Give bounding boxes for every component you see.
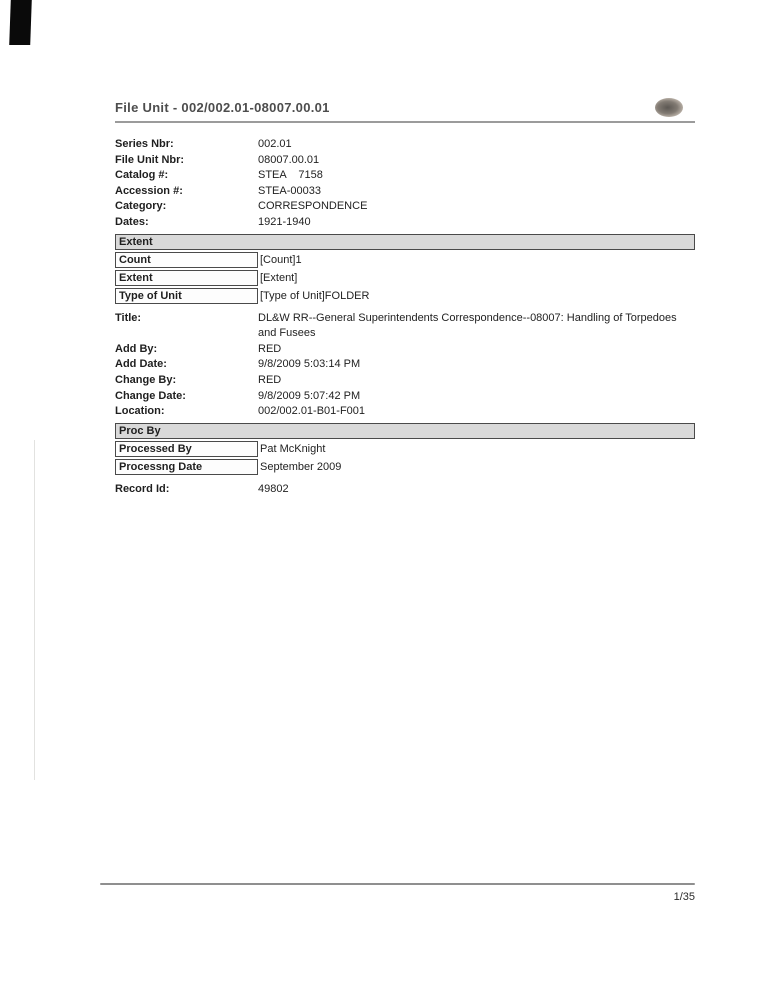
field-row	[115, 389, 695, 405]
field-value: 08007.00.01	[258, 153, 320, 166]
field-value: 002/002.01-B01-F001	[258, 405, 366, 418]
field-value: 1921-1940	[258, 215, 311, 228]
field-row	[115, 137, 695, 153]
field-label: File Unit Nbr:	[115, 153, 185, 166]
table-row-label: Type of Unit	[115, 288, 258, 304]
field-value: DL&W RR--General Superintendents Correspondence--08007: Handling of Torpedoes and Fusees	[258, 311, 680, 340]
field-value: 9/8/2009 5:03:14 PM	[258, 358, 361, 371]
field-value: RED	[258, 373, 282, 386]
field-row	[115, 482, 695, 498]
field-label: Location:	[115, 405, 165, 418]
field-value: STEA 7158	[258, 169, 323, 182]
table-row	[115, 252, 695, 268]
field-label: Catalog #:	[115, 169, 169, 182]
table-row-label: Processed By	[115, 441, 258, 457]
field-row	[115, 153, 695, 169]
field-label: Accession #:	[115, 184, 183, 197]
page-title: File Unit - 002/002.01-08007.00.01	[115, 100, 330, 115]
field-row	[115, 357, 695, 373]
field-label: Dates:	[115, 215, 149, 228]
field-row	[115, 199, 695, 215]
field-value: 49802	[258, 482, 289, 495]
scan-edge-line	[34, 440, 35, 780]
field-value: STEA-00033	[258, 184, 321, 197]
field-row	[115, 342, 695, 358]
field-label: Add Date:	[115, 358, 167, 371]
table-row-label: Processng Date	[115, 459, 258, 475]
table-row-label: Extent	[115, 270, 258, 286]
field-label: Category:	[115, 200, 167, 213]
table-row-label: Count	[115, 252, 258, 268]
field-row	[115, 184, 695, 200]
field-label: Change Date:	[115, 389, 186, 402]
field-row	[115, 168, 695, 184]
section-header-extent: Extent	[115, 234, 695, 250]
table-row	[115, 288, 695, 304]
field-label: Series Nbr:	[115, 138, 174, 150]
field-row	[115, 215, 695, 231]
table-row-value: Pat McKnight	[260, 442, 326, 455]
table-row-value: [Count]1	[260, 253, 302, 266]
field-label: Add By:	[115, 342, 158, 355]
field-value: CORRESPONDENCE	[258, 200, 368, 213]
scan-artifact-mark	[9, 0, 32, 45]
field-value: 002.01	[258, 138, 292, 150]
field-row	[115, 404, 695, 420]
footer-divider	[100, 883, 695, 885]
field-value: RED	[258, 342, 282, 355]
table-row-value: September 2009	[260, 460, 342, 473]
field-row	[115, 311, 695, 342]
document-body	[115, 100, 695, 497]
field-value: 9/8/2009 5:07:42 PM	[258, 389, 361, 402]
title-divider	[115, 121, 695, 123]
table-row-value: [Type of Unit]FOLDER	[260, 289, 370, 302]
table-row	[115, 441, 695, 457]
field-label: Title:	[115, 311, 142, 324]
field-row	[115, 373, 695, 389]
field-label: Change By:	[115, 373, 177, 386]
table-row	[115, 270, 695, 286]
page-number: 1/35	[673, 891, 695, 903]
field-label: Record Id:	[115, 482, 170, 495]
table-row	[115, 459, 695, 475]
section-header-proc-by: Proc By	[115, 423, 695, 439]
table-row-value: [Extent]	[260, 271, 298, 284]
